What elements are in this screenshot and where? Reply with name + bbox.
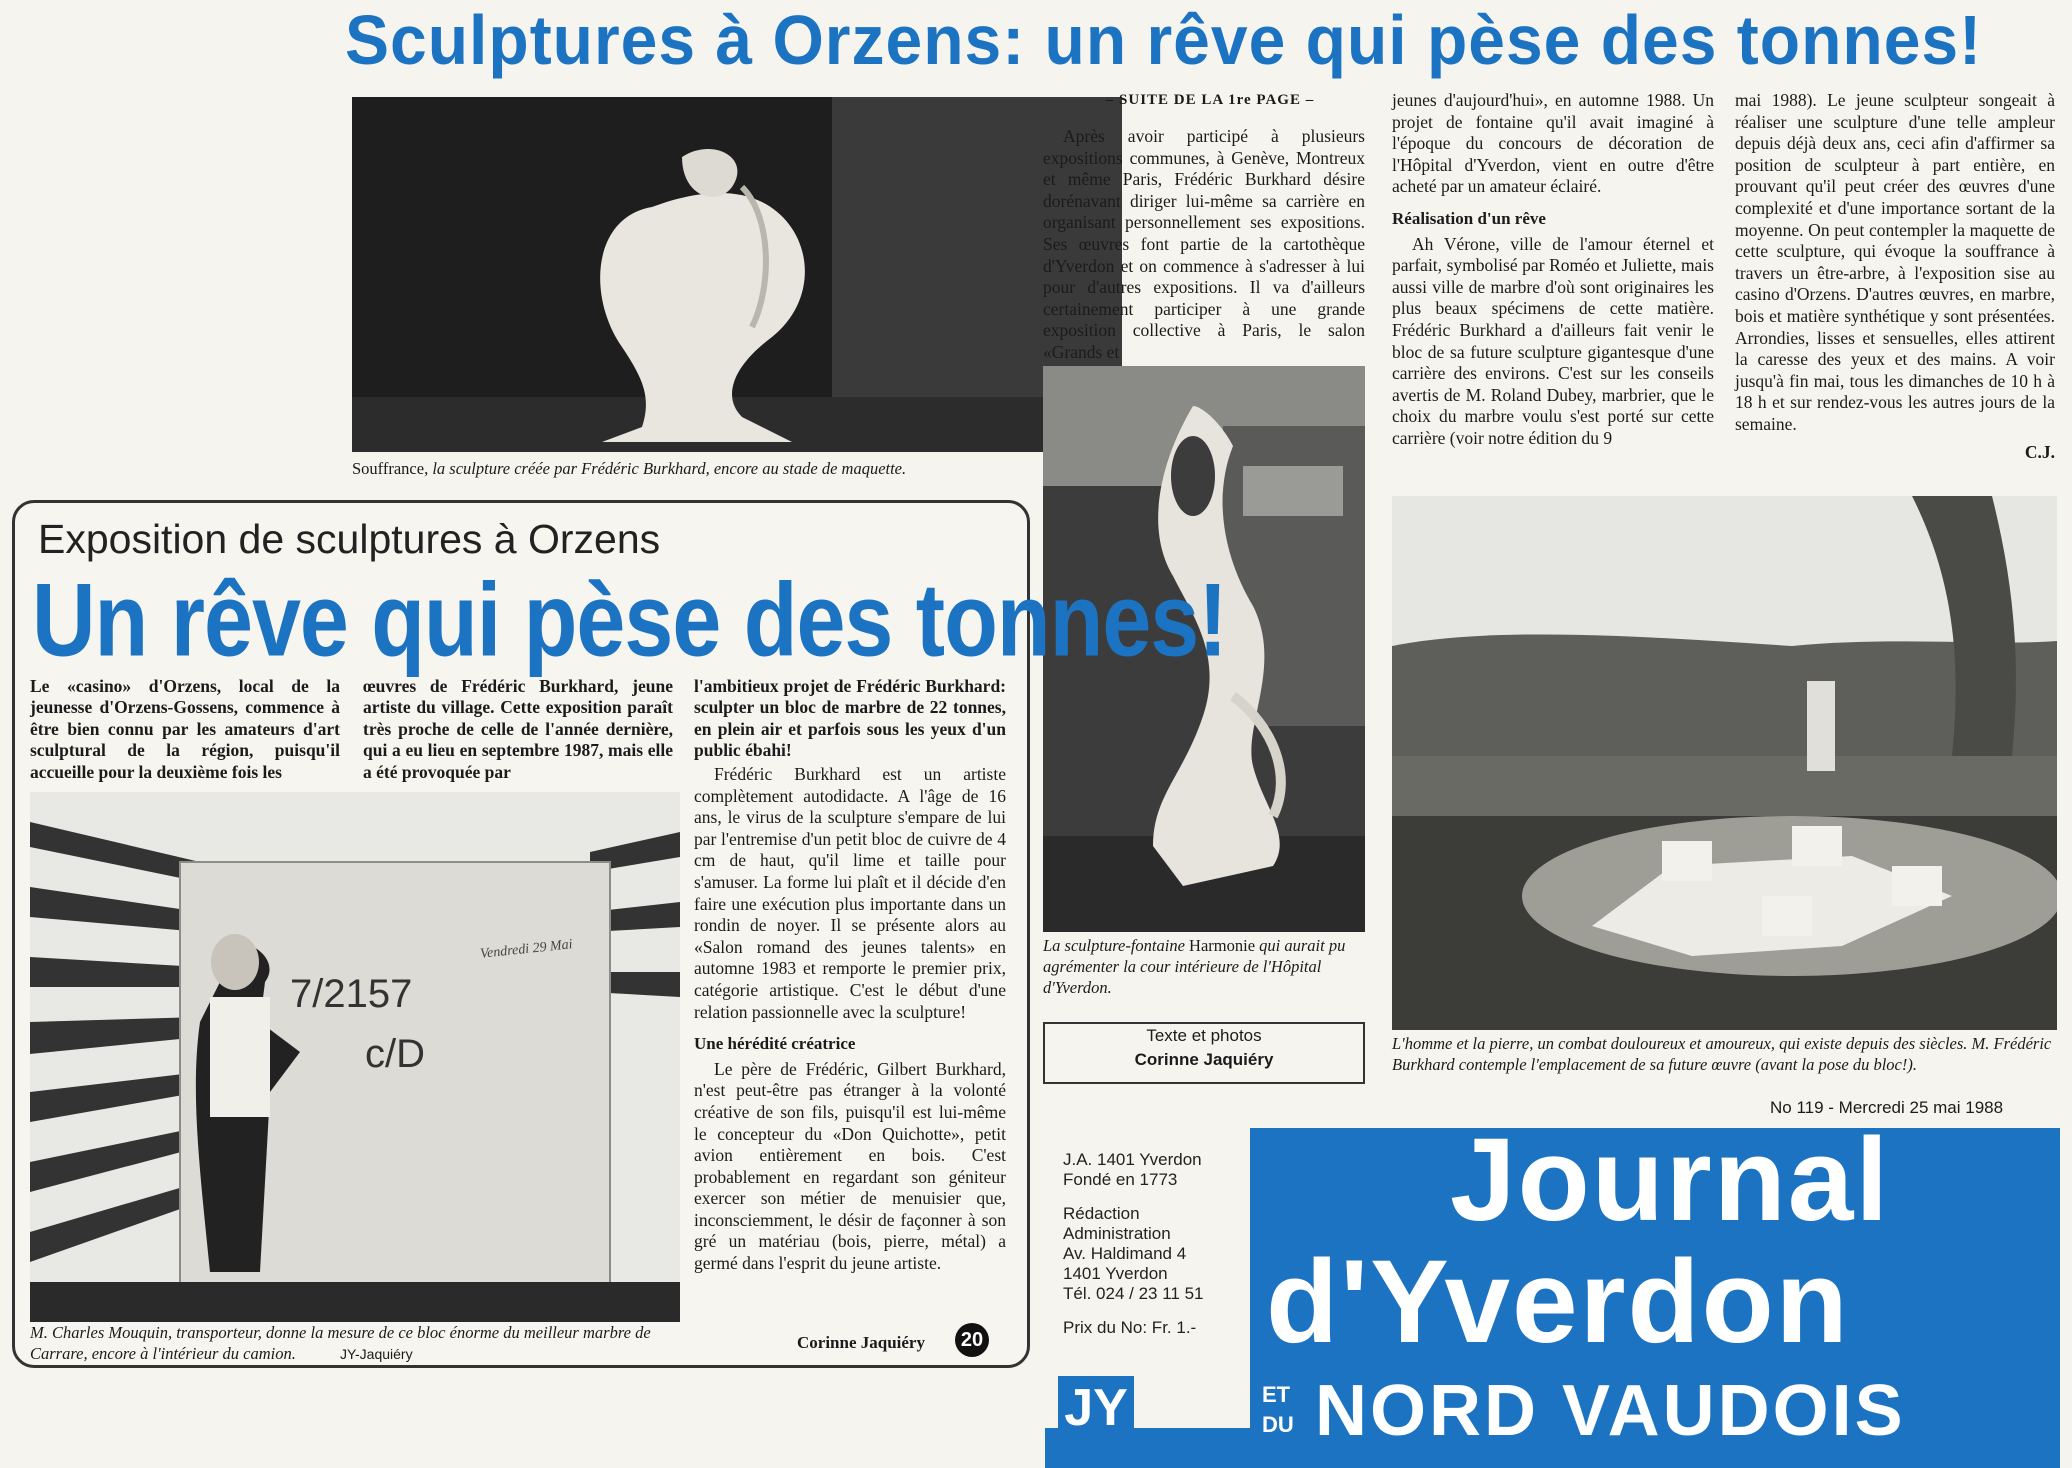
masthead-du: DU	[1262, 1412, 1294, 1437]
box-title: Un rêve qui pèse des tonnes!	[32, 561, 1227, 678]
photo-credit: JY-Jaquiéry	[339, 1346, 413, 1362]
info-line: Administration	[1063, 1224, 1171, 1243]
masthead-subtitle: NORD VAUDOIS	[1315, 1371, 1906, 1451]
caption-text: M. Charles Mouquin, transporteur, donne la mesure de ce bloc énorme du meilleur marbre de Carrare, encore à l'intérieur du camion.	[30, 1323, 651, 1363]
masthead-et: ET	[1262, 1382, 1291, 1407]
right-column-1	[1392, 90, 1714, 450]
box-intro-col2: œuvres de Frédéric Burkhard, jeune artiste du village. Cette exposition paraît très proche de celle de l'année dernière, qui a eu lieu en septembre 1987, mais elle a été provoquée par	[363, 676, 673, 782]
right-col1-paragraph: Ah Vérone, ville de l'amour éternel et parfait, symbolisé par Roméo et Juliette, mais aussi ville de marbre d'où sont originaires les plus beaux spécimens de cette matière. Frédéric Burkhard a d'ailleurs fait venir le bloc de sa future sculpture gigantesque d'une carrière des environs. C'est sur les conseils avertis de M. Roland Dubey, marbrier, que le choix du marbre voulu s'est porté sur cette carrière (voir notre édition du 9	[1392, 233, 1714, 448]
block-note: Vendredi 29 Mai	[479, 937, 574, 962]
caption-text: L'homme et la pierre, un combat douloureux et amoureux, qui existe depuis des siècles. M. Frédéric Burkhard contemple l'emplacement de sa future œuvre (avant la pose du bloc!).	[1392, 1034, 2052, 1074]
photo-homme-pierre	[1392, 496, 2057, 1030]
box-paragraph-b: Le père de Frédéric, Gilbert Burkhard, n'est peut-être pas étranger à la volonté créative de son fils, puisqu'il est lui-même le concepteur du «Don Quichotte», petit avion entièrement en bois. C'est probablement en regardant son géniteur exercer son métier de menuisier que, inconsciemment, le désir de façonner à son gré un matériau (bois, pierre, métal) a germé dans l'esprit du jeune artiste.	[694, 1058, 1006, 1274]
mid-column-paragraph: Après avoir participé à plusieurs expositions communes, à Genève, Montreux et même Paris, Frédéric Burkhard désire dorénavant diriger lui-même sa carrière en organisant personnellement ses expositions. Ses œuvres font partie de la cartothèque d'Yverdon et on commence à s'adresser à lui pour d'autres expositions. Il va d'ailleurs certainement participer à une grande exposition collective à Paris, le salon «Grands et	[1043, 126, 1365, 362]
mid-column-text	[1043, 126, 1365, 364]
masthead-title-1: Journal	[1450, 1114, 1891, 1246]
issue-line: No 119 - Mercredi 25 mai 1988	[1770, 1098, 2004, 1117]
photo-souffrance	[352, 97, 1122, 452]
photo-bloc-caption	[30, 1322, 680, 1365]
info-line: Prix du No: Fr. 1.-	[1063, 1318, 1197, 1337]
block-code: c/D	[365, 1032, 425, 1076]
info-line: 1401 Yverdon	[1063, 1264, 1168, 1283]
block-number: 7/2157	[290, 972, 413, 1016]
box-signature: Corinne Jaquiéry	[797, 1333, 925, 1352]
caption-part-b: Harmonie	[1189, 936, 1256, 955]
caption-part-a: La sculpture-fontaine	[1043, 936, 1185, 955]
photo-harmonie-caption	[1043, 935, 1368, 998]
subheading-heredite: Une hérédité créatrice	[694, 1034, 856, 1054]
box-main-column	[694, 764, 1006, 1275]
masthead-title-2: d'Yverdon	[1266, 1236, 1850, 1368]
credits-line-1: Texte et photos	[1146, 1026, 1262, 1045]
box-paragraph-a: Frédéric Burkhard est un artiste complètement autodidacte. A l'âge de 16 ans, le virus de la sculpture s'empare de lui par l'entremise d'un petit bloc de cuivre de 4 cm de haut, qu'il lime et taille pour s'amuser. La forme lui plaît et il décide d'en faire une exécution plus importante dans un rondin de noyer. Il se présente alors au «Salon romand des jeunes talents» en automne 1983 et remporte le premier prix, catégorie artistique. C'est le début d'une relation passionnelle avec la sculpture!	[694, 764, 1006, 1022]
info-line: J.A. 1401 Yverdon	[1063, 1150, 1202, 1169]
right-column-2	[1735, 90, 2055, 463]
caption-part-c: qui aurait pu agrémenter la cour intérieure de l'Hôpital d'Yverdon.	[1043, 936, 1346, 997]
box-intro-col1: Le «casino» d'Orzens, local de la jeunesse d'Orzens-Gossens, commence à être bien connu par les amateurs d'art sculptural de la région, puisqu'il accueille pour la deuxième fois les	[30, 676, 340, 782]
info-line: Fondé en 1773	[1063, 1170, 1178, 1189]
right-col1-intro: jeunes d'aujourd'hui», en automne 1988. Un projet de fontaine qu'il avait imaginé à l'époque du concours de décoration de l'Hôpital d'Yverdon, vient en outre d'être acheté par un amateur éclairé.	[1392, 90, 1714, 197]
credits-line-2: Corinne Jaquiéry	[1134, 1050, 1274, 1069]
info-line: Av. Haldimand 4	[1063, 1244, 1187, 1263]
credits-box	[1043, 1022, 1365, 1084]
right-col2-paragraph: mai 1988). Le jeune sculpteur songeait à réaliser une sculpture d'une telle ampleur depuis déjà deux ans, ceci afin d'affirmer sa position de sculpteur à part entière, en prouvant qu'il peut créer des œuvres d'une complexité et d'une importance sortant de la moyenne. On peut contempler la maquette de cette sculpture, qui évoque la souffrance à travers un être-arbre, à l'exposition sise au casino d'Orzens. D'autres œuvres, en marbre, bois et matière synthétique y sont présentées. Arrondies, lisses et sensuelles, elles attirent la caresse des yeux et des mains. A voir jusqu'à fin mai, tous les dimanches de 10 h à 18 h et sur rendez-vous les autres jours de la semaine.	[1735, 90, 2055, 434]
photo-souffrance-caption	[352, 458, 1132, 479]
page-headline: Sculptures à Orzens: un rêve qui pèse des tonnes!	[345, 1, 1983, 79]
subheading-realisation: Réalisation d'un rêve	[1392, 208, 1546, 228]
info-line: Tél. 024 / 23 11 51	[1063, 1284, 1204, 1303]
jy-logo: JY	[1058, 1376, 1134, 1440]
photo-bloc-camion	[30, 792, 680, 1322]
box-kicker: Exposition de sculptures à Orzens	[38, 516, 661, 562]
caption-normal: Souffrance,	[352, 459, 429, 478]
signature-cj: C.J.	[2024, 441, 2055, 462]
caption-italic: la sculpture créée par Frédéric Burkhard, encore au stade de maquette.	[432, 459, 907, 478]
info-line: Rédaction	[1063, 1204, 1140, 1223]
box-intro-col3: l'ambitieux projet de Frédéric Burkhard: sculpter un bloc de marbre de 22 tonnes, en plein air et parfois sous les yeux d'un public ébahi!	[694, 676, 1006, 761]
suite-label: – SUITE DE LA 1re PAGE –	[1105, 92, 1315, 108]
page-number-badge: 20	[955, 1323, 989, 1357]
photo-homme-pierre-caption	[1392, 1033, 2057, 1075]
